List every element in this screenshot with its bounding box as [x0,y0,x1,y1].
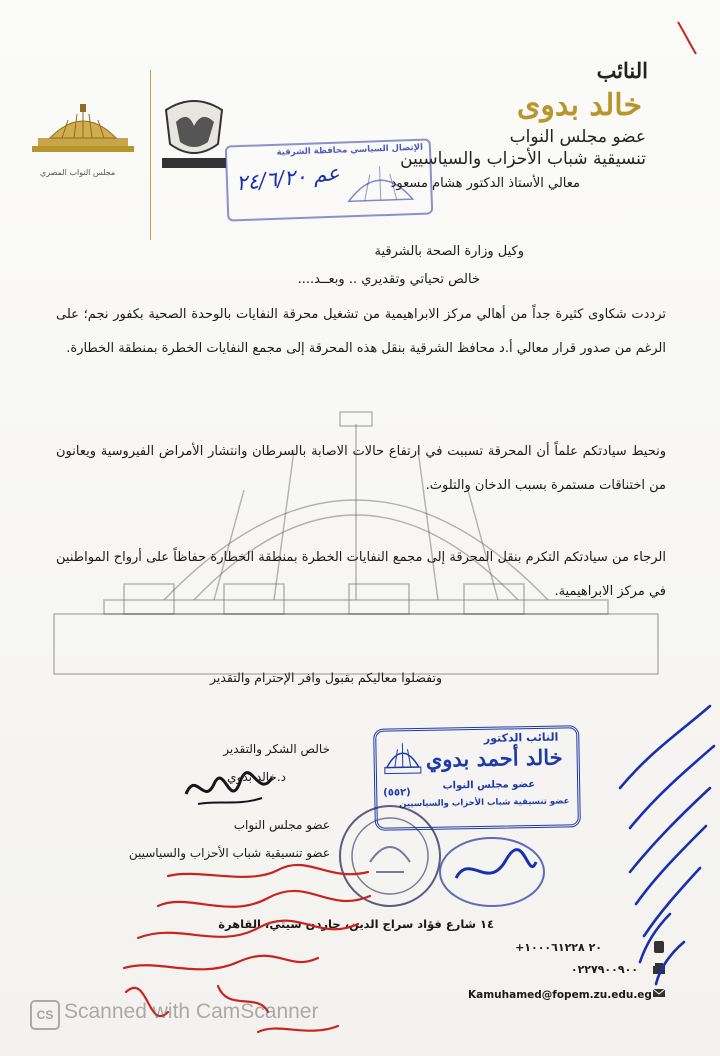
registry-handwritten-date: عم ٢٤/٦/٢٠ [235,160,341,196]
handwritten-signature-icon [178,760,278,820]
signature-coordination: عضو تنسيقية شباب الأحزاب والسياسيين [128,846,330,860]
header-title: النائب [596,58,648,83]
parliament-dome-logo-icon [28,100,138,162]
signature-member: عضو مجلس النواب [233,818,330,832]
blue-handwritten-note-icon [560,692,720,992]
stamp-line1: النائب الدكتور [483,730,559,745]
emblem-caption: مجلس النواب المصري [40,168,116,177]
header-name: خالد بدوى [516,88,642,123]
addressee-title: وكيل وزارة الصحة بالشرقية [374,244,524,259]
signature-name: د.خالد بدوي [227,770,286,784]
registry-stamp-text: الإتصال السياسي محافظة الشرقية [276,142,424,158]
oval-governorate-stamp-icon [436,832,548,912]
paragraph-2: ونحيط سيادتكم علماً أن المحرقة تسببت في ارتفاع حالات الاصابة بالسرطان وانتشار الأمراض الفيروسية ويعانون من اختناقات مستمرة بسبب الدخان والتلوث. [56,444,666,493]
stamp-name: خالد أحمد بدوي [425,744,563,772]
camscanner-watermark: Scanned with CamScanner [64,1000,319,1023]
stamp-number: (٥٥٢) [383,787,411,799]
stamp-coordination: عضو تنسيقية شباب الأحزاب والسياسيين [399,796,570,810]
footer-address: ١٤ شارع فؤاد سراج الدين، جاردن سيتي، القاهرة [218,917,494,931]
header-divider [150,70,151,240]
header-coordination: تنسيقية شباب الأحزاب والسياسيين [400,149,646,169]
paragraph-3: الرجاء من سيادتكم التكرم بنقل المحرقة إلى مجمع النفايات الخطرة بمنطقة الخطارة حفاظاً على أرواح المواطنين في مركز الابراهيمية. [56,550,666,599]
footer-mobile: +٢٠ ١٠٠٠٦١٢٢٨ [515,941,602,954]
camscanner-badge: CS [30,1000,60,1030]
closing-line: وتفضلوا معاليكم بقبول وافر الإحترام والتقدير [209,670,442,685]
party-eagle-logo-icon [158,96,230,174]
stamp-member: عضو مجلس النواب [442,778,536,792]
footer-telephone: ٠٢٢٧٩٠٠٩٠٠ [570,963,638,976]
stamp-dome-icon [382,737,423,780]
header-member: عضو مجلس النواب [509,127,646,147]
footer-email: Kamuhamed@fopem.zu.edu.eg [468,989,652,1001]
paragraph-1: ترددت شكاوى كثيرة جداً من أهالي مركز الابراهيمية من تشغيل محرقة النفايات بالوحدة الصحية بكفور نجم؛ على الرغم من صدور قرار معالي أ.د محافظ الشرقية بنقل هذه المحرقة إلى مجمع النفايات الخطرة بمنطقة الخطارة. [56,307,666,356]
pen-mark-icon [672,18,702,58]
greeting: خالص تحياتي وتقديري .. وبعــد.... [297,272,480,287]
salutation: معالي الأستاذ الدكتور هشام مسعود [390,176,580,191]
signature-thanks: خالص الشكر والتقدير [223,742,330,756]
